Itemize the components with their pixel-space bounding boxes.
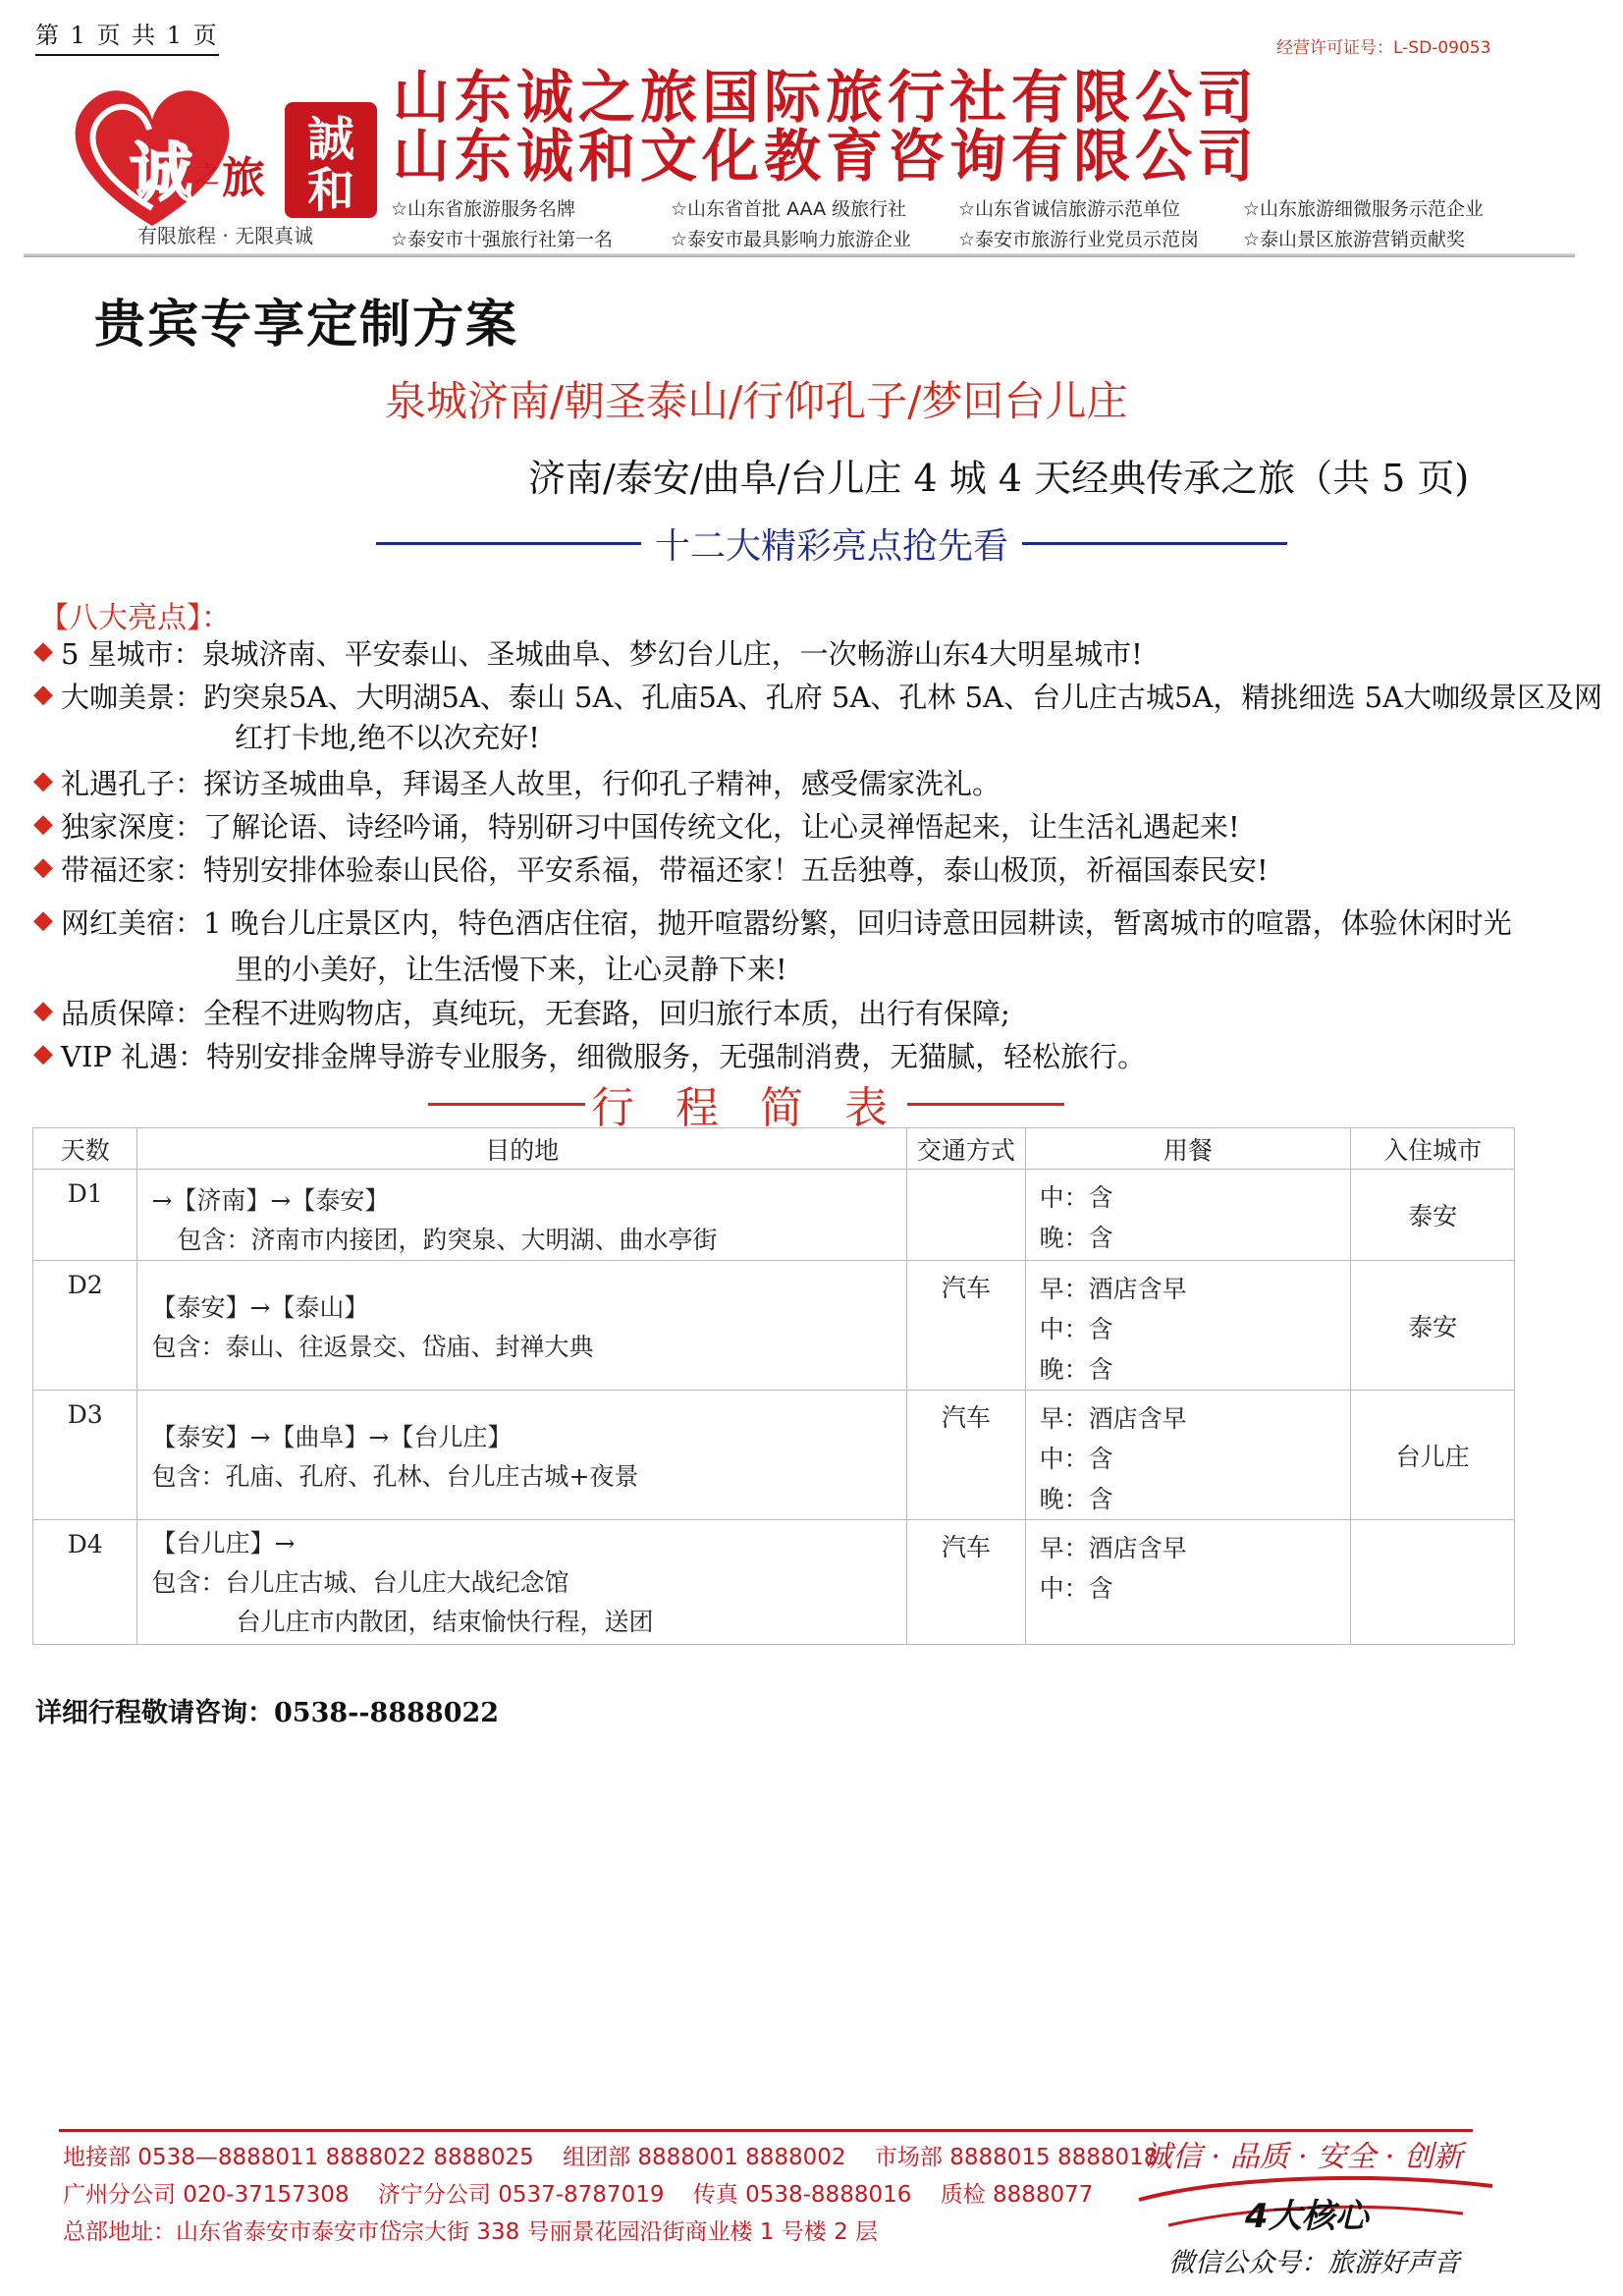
schedule-table <box>32 1127 1515 1645</box>
meal-line: 晚：含 <box>1039 1485 1113 1513</box>
includes-line: 包含：台儿庄古城、台儿庄大战纪念馆 <box>151 1568 569 1597</box>
transport-cell: 汽车 <box>907 1520 1026 1645</box>
honor-item: ☆泰安市最具影响力旅游企业 <box>671 229 912 250</box>
consult-phone: 详细行程敬请咨询：0538--8888022 <box>35 1698 500 1728</box>
core-label: 4大核心 <box>1245 2197 1369 2236</box>
honor-item: ☆山东省旅游服务名牌 <box>391 198 576 220</box>
highlights-list <box>33 632 1604 1078</box>
includes-line: 台儿庄市内散团，结束愉快行程，送团 <box>236 1608 654 1636</box>
company-seal <box>283 100 379 220</box>
highlight-text: 了解论语、诗经吟诵，特别研习中国传统文化，让心灵禅悟起来，让生活礼遇起来! <box>203 810 1240 844</box>
diamond-bullet-icon: ◆ <box>33 905 53 935</box>
honor-item: ☆泰安市旅游行业党员示范岗 <box>958 229 1200 250</box>
contact-item: 传真 0538-8888016 <box>692 2182 912 2208</box>
highlight-text: 全程不进购物店，真纯玩，无套路，回归旅行本质，出行有保障; <box>203 997 1010 1030</box>
meal-line: 晚：含 <box>1039 1224 1113 1252</box>
schedule-banner <box>422 1072 1070 1135</box>
highlight-item <box>33 992 1604 1035</box>
core-values-text: 诚信 · 品质 · 安全 · 创新 <box>1143 2140 1463 2174</box>
schedule-line-left <box>428 1103 585 1106</box>
banner-line-left <box>376 542 641 545</box>
includes-line: 包含：孔庙、孔府、孔林、台儿庄古城+夜景 <box>151 1462 639 1491</box>
schedule-line-right <box>907 1103 1064 1106</box>
contact-item: 组团部 8888001 8888002 <box>563 2145 846 2170</box>
meal-line: 早：酒店含早 <box>1039 1534 1187 1562</box>
diamond-bullet-icon: ◆ <box>33 766 53 795</box>
company-logo <box>59 79 285 236</box>
svg-text:旅: 旅 <box>222 153 265 203</box>
highlight-item <box>33 762 1604 805</box>
meal-line: 晚：含 <box>1039 1355 1113 1384</box>
schedule-header-row <box>33 1128 1515 1170</box>
slogan: 有限旅程 · 无限真诚 <box>137 224 314 247</box>
destination-cell <box>137 1170 907 1261</box>
table-row <box>33 1391 1515 1520</box>
license-number: 经营许可证号：L-SD-09053 <box>1276 38 1491 58</box>
banner-line-right <box>1022 542 1287 545</box>
honors-grid <box>391 194 1520 251</box>
honor-item: ☆山东旅游细微服务示范企业 <box>1243 198 1485 220</box>
includes-line: 包含：济南市内接团，趵突泉、大明湖、曲水亭街 <box>177 1226 718 1254</box>
meals-cell <box>1025 1520 1351 1645</box>
route-line: 【泰安】→【曲阜】→【台儿庄】 <box>151 1423 513 1451</box>
route-line: 【泰安】→【泰山】 <box>151 1293 369 1322</box>
day-cell: D2 <box>33 1261 137 1391</box>
header-meals: 用餐 <box>1025 1128 1351 1170</box>
honor-item: ☆山东省诚信旅游示范单位 <box>958 198 1181 220</box>
company-name-1: 山东诚之旅国际旅行社有限公司 <box>393 64 1260 131</box>
contact-item: 市场部 8888015 8888018 <box>874 2145 1159 2170</box>
city-cell: 泰安 <box>1351 1261 1515 1391</box>
transport-cell <box>907 1170 1026 1261</box>
meal-line: 中：含 <box>1039 1445 1113 1473</box>
highlight-continuation: 红打卡地,绝不以次充好! <box>235 721 540 754</box>
route-line: 【台儿庄】→ <box>151 1529 296 1558</box>
meal-line: 早：酒店含早 <box>1039 1275 1187 1303</box>
diamond-bullet-icon: ◆ <box>33 852 53 882</box>
destination-cell <box>137 1261 907 1391</box>
svg-text:誠: 誠 <box>306 112 355 167</box>
highlight-key: 网红美宿： <box>61 906 204 940</box>
transport-cell: 汽车 <box>907 1391 1026 1520</box>
contact-item: 济宁分公司 0537-8787019 <box>377 2182 665 2208</box>
highlight-item <box>33 848 1604 902</box>
header-day: 天数 <box>33 1128 137 1170</box>
meal-line: 中：含 <box>1039 1315 1113 1343</box>
diamond-bullet-icon: ◆ <box>33 1039 53 1068</box>
header-divider <box>24 253 1575 257</box>
highlights-banner <box>365 519 1298 569</box>
day-cell: D4 <box>33 1520 137 1645</box>
svg-text:和: 和 <box>306 163 355 218</box>
highlight-text: 1 晚台儿庄景区内，特色酒店住宿，抛开喧嚣纷繁，回归诗意田园耕读，暂离城市的喧嚣，体验休闲时光 <box>203 906 1512 940</box>
svg-text:之: 之 <box>194 160 221 190</box>
meal-line: 中：含 <box>1039 1574 1113 1603</box>
route-title: 泉城济南/朝圣泰山/行仰孔子/梦回台儿庄 <box>385 377 1128 425</box>
day-cell: D1 <box>33 1170 137 1261</box>
table-row <box>33 1520 1515 1645</box>
table-row <box>33 1261 1515 1391</box>
meals-cell <box>1025 1170 1351 1261</box>
schedule-title: 行 程 简 表 <box>591 1083 901 1133</box>
highlight-text: 探访圣城曲阜，拜谒圣人故里，行仰孔子精神，感受儒家洗礼。 <box>203 767 1001 800</box>
company-name-2: 山东诚和文化教育咨询有限公司 <box>393 123 1260 190</box>
highlight-text: 特别安排金牌导游专业服务，细微服务，无强制消费，无猫腻，轻松旅行。 <box>206 1040 1147 1073</box>
highlight-continuation: 里的小美好，让生活慢下来，让心灵静下来! <box>235 953 787 986</box>
footer-address: 总部地址：山东省泰安市泰安市岱宗大街 338 号丽景花园沿街商业楼 1 号楼 2 层 <box>63 2219 879 2245</box>
footer-line <box>63 2176 1179 2214</box>
contact-item: 质检 8888077 <box>940 2182 1094 2208</box>
table-row <box>33 1170 1515 1261</box>
transport-cell: 汽车 <box>907 1261 1026 1391</box>
highlight-key: 5 星城市： <box>61 637 202 671</box>
highlight-key: 品质保障： <box>61 997 204 1030</box>
highlights-title: 【八大亮点】： <box>39 601 231 635</box>
contact-item: 地接部 0538—8888011 8888022 8888025 <box>63 2145 534 2170</box>
highlight-key: 大咖美景： <box>61 681 204 714</box>
honor-item: ☆山东省首批 AAA 级旅行社 <box>671 198 907 220</box>
meal-line: 中：含 <box>1039 1183 1113 1212</box>
highlight-text: 特别安排体验泰山民俗，平安系福，带福还家！五岳独尊，泰山极顶，祈福国泰民安! <box>203 853 1269 887</box>
includes-line: 包含：泰山、往返景交、岱庙、封禅大典 <box>151 1333 594 1361</box>
day-cell: D3 <box>33 1391 137 1520</box>
highlight-key: VIP 礼遇： <box>61 1040 207 1073</box>
highlight-text: 趵突泉5A、大明湖5A、泰山 5A、孔庙5A、孔府 5A、孔林 5A、台儿庄古城5A，精挑细选 5A大咖级景区及网 <box>203 681 1603 714</box>
meal-line: 早：酒店含早 <box>1039 1404 1187 1433</box>
destination-cell <box>137 1520 907 1645</box>
plan-title: 贵宾专享定制方案 <box>94 296 519 355</box>
city-cell <box>1351 1520 1515 1645</box>
page-indicator: 第 1 页 共 1 页 <box>35 16 219 56</box>
highlight-item <box>33 676 1604 762</box>
diamond-bullet-icon: ◆ <box>33 636 53 666</box>
meals-cell <box>1025 1261 1351 1391</box>
header-transport: 交通方式 <box>907 1128 1026 1170</box>
city-cell: 台儿庄 <box>1351 1391 1515 1520</box>
highlight-item <box>33 902 1604 992</box>
svg-text:诚: 诚 <box>130 137 192 210</box>
highlight-key: 礼遇孔子： <box>61 767 204 800</box>
header-destination: 目的地 <box>137 1128 907 1170</box>
route-subtitle: 济南/泰安/曲阜/台儿庄 4 城 4 天经典传承之旅（共 5 页) <box>528 457 1470 500</box>
destination-cell <box>137 1391 907 1520</box>
highlight-item <box>33 805 1604 848</box>
city-cell: 泰安 <box>1351 1170 1515 1261</box>
honor-item: ☆泰山景区旅游营销贡献奖 <box>1243 229 1466 250</box>
highlight-key: 独家深度： <box>61 810 204 844</box>
footer-contacts <box>63 2139 1179 2251</box>
honor-item: ☆泰安市十强旅行社第一名 <box>391 229 614 250</box>
route-line: →【济南】→【泰安】 <box>151 1186 390 1215</box>
highlight-text: 泉城济南、平安泰山、圣城曲阜、梦幻台儿庄，一次畅游山东4大明星城市! <box>201 637 1143 671</box>
meals-cell <box>1025 1391 1351 1520</box>
diamond-bullet-icon: ◆ <box>33 680 53 709</box>
diamond-bullet-icon: ◆ <box>33 809 53 839</box>
wechat-account: 微信公众号：旅游好声音 <box>1168 2248 1460 2278</box>
contact-item: 广州分公司 020-37157308 <box>63 2182 350 2208</box>
diamond-bullet-icon: ◆ <box>33 996 53 1025</box>
highlight-item <box>33 632 1604 676</box>
header-city: 入住城市 <box>1351 1128 1515 1170</box>
highlights-banner-text: 十二大精彩亮点抢先看 <box>654 526 1008 567</box>
footer-line <box>63 2139 1179 2176</box>
highlight-key: 带福还家： <box>61 853 204 887</box>
